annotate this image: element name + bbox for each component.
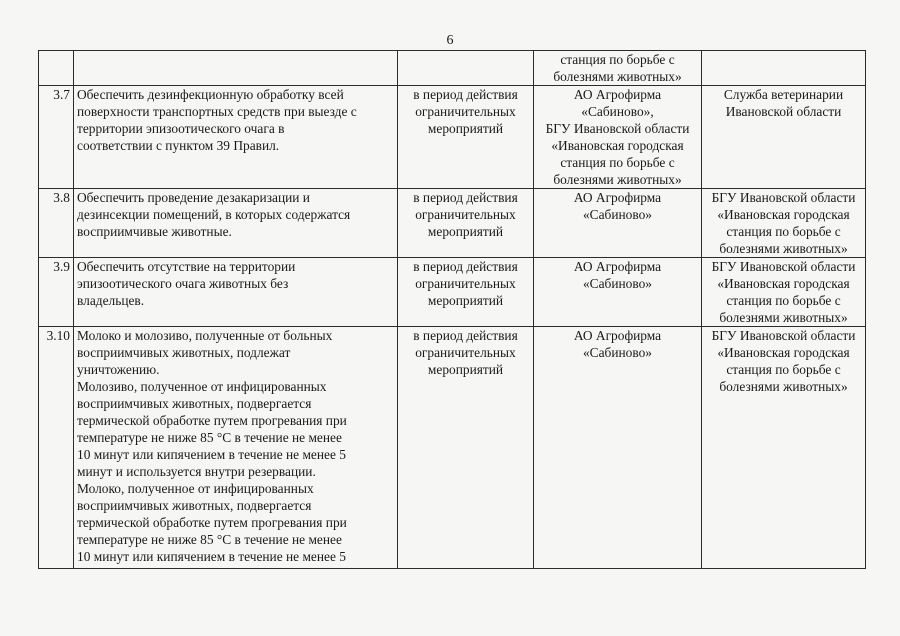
cell-text-line: мероприятий	[427, 362, 504, 377]
cell-text-line: Молозиво, полученное от инфицированных	[77, 379, 327, 394]
cell-text-line: Служба ветеринарии	[723, 87, 844, 102]
cell-text-line: территории эпизоотического очага в	[77, 121, 285, 136]
cell-text-line: уничтожению.	[77, 362, 160, 377]
cell-text-line: ограничительных	[415, 276, 516, 291]
cell-text-line: 10 минут или кипячением в течение не менее 5	[77, 447, 346, 462]
cell-text-line: Ивановской области	[725, 104, 842, 119]
page-number: 6	[446, 33, 454, 48]
row-number: 3.8	[39, 189, 74, 258]
cell-text-line: АО Агрофирма	[573, 328, 662, 343]
cell-text-line: ограничительных	[415, 345, 516, 360]
cell-text-line: «Сабиново»,	[581, 104, 654, 119]
term-cell	[398, 86, 534, 189]
table-row	[39, 327, 866, 569]
cell-text-line: ограничительных	[415, 104, 516, 119]
cell-text-line: восприимчивых животных, подлежат	[77, 345, 291, 360]
cell-text-line: минут и используется внутри резервации.	[77, 464, 316, 479]
cell-text-line: АО Агрофирма	[573, 87, 662, 102]
cell-text-line: в период действия	[413, 87, 518, 102]
cell-text-line: в период действия	[413, 190, 518, 205]
term-cell	[398, 327, 534, 569]
cell-text-line: дезинсекции помещений, в которых содержатся	[77, 207, 351, 222]
cell-text-line: владельцев.	[77, 293, 145, 308]
table-row	[39, 189, 866, 258]
cell-text-line: соответствии с пунктом 39 Правил.	[77, 138, 280, 153]
action-cell	[74, 327, 398, 569]
cell-text-line: АО Агрофирма	[573, 259, 662, 274]
row-number: 3.10	[39, 327, 74, 569]
table-row	[39, 51, 866, 86]
cell-text-line: в период действия	[413, 328, 518, 343]
row-number: 3.7	[39, 86, 74, 189]
cell-text-line: Обеспечить дезинфекционную обработку всей	[77, 87, 344, 102]
cell-text-line: термической обработке путем прогревания при	[77, 515, 347, 530]
control-cell	[702, 327, 866, 569]
executor-cell	[534, 189, 702, 258]
term-cell	[398, 258, 534, 327]
cell-text-line: Обеспечить отсутствие на территории	[77, 259, 296, 274]
cell-text-line: температуре не ниже 85 °С в течение не менее	[77, 532, 342, 547]
cell-text-line: температуре не ниже 85 °С в течение не менее	[77, 430, 342, 445]
measures-table	[38, 50, 866, 569]
cell-text-line: «Сабиново»	[582, 276, 653, 291]
table-row	[39, 86, 866, 189]
control-cell	[702, 189, 866, 258]
cell-text-line: станция по борьбе с	[560, 155, 675, 170]
cell-text-line: болезнями животных»	[719, 310, 848, 325]
executor-cell	[534, 86, 702, 189]
cell-text-line: станция по борьбе с	[726, 362, 841, 377]
cell-text-line: Молоко, полученное от инфицированных	[77, 481, 314, 496]
cell-text-line: «Ивановская городская	[717, 345, 850, 360]
cell-text-line: термической обработке путем прогревания при	[77, 413, 347, 428]
cell-text-line: «Ивановская городская	[717, 207, 850, 222]
cell-text-line: болезнями животных»	[553, 69, 682, 84]
action-cell	[74, 51, 398, 86]
cell-text-line: болезнями животных»	[719, 379, 848, 394]
action-cell	[74, 258, 398, 327]
executor-cell	[534, 258, 702, 327]
cell-text-line: «Сабиново»	[582, 207, 653, 222]
term-cell	[398, 189, 534, 258]
cell-text-line: станция по борьбе с	[726, 224, 841, 239]
cell-text-line: мероприятий	[427, 121, 504, 136]
cell-text-line: мероприятий	[427, 224, 504, 239]
executor-cell	[534, 51, 702, 86]
control-cell	[702, 86, 866, 189]
cell-text-line: мероприятий	[427, 293, 504, 308]
cell-text-line: БГУ Ивановской области	[545, 121, 690, 136]
cell-text-line: БГУ Ивановской области	[711, 328, 856, 343]
control-cell	[702, 51, 866, 86]
cell-text-line: восприимчивых животных, подвергается	[77, 498, 312, 513]
cell-text-line: Молоко и молозиво, полученные от больных	[77, 328, 333, 343]
cell-text-line: эпизоотического очага животных без	[77, 276, 289, 291]
executor-cell	[534, 327, 702, 569]
term-cell	[398, 51, 534, 86]
cell-text-line: восприимчивых животных, подвергается	[77, 396, 312, 411]
cell-text-line: АО Агрофирма	[573, 190, 662, 205]
row-number: 3.9	[39, 258, 74, 327]
cell-text-line: станция по борьбе с	[726, 293, 841, 308]
cell-text-line: ограничительных	[415, 207, 516, 222]
cell-text-line: «Ивановская городская	[551, 138, 684, 153]
table-row	[39, 258, 866, 327]
cell-text-line: в период действия	[413, 259, 518, 274]
measures-table-body	[39, 51, 866, 569]
action-cell	[74, 86, 398, 189]
action-cell	[74, 189, 398, 258]
row-number	[39, 51, 74, 86]
cell-text-line: 10 минут или кипячением в течение не менее 5	[77, 549, 346, 564]
cell-text-line: «Сабиново»	[582, 345, 653, 360]
cell-text-line: станция по борьбе с	[560, 52, 675, 67]
cell-text-line: болезнями животных»	[553, 172, 682, 187]
cell-text-line: восприимчивые животные.	[77, 224, 232, 239]
cell-text-line: БГУ Ивановской области	[711, 190, 856, 205]
cell-text-line: «Ивановская городская	[717, 276, 850, 291]
cell-text-line: БГУ Ивановской области	[711, 259, 856, 274]
cell-text-line: Обеспечить проведение дезакаризации и	[77, 190, 310, 205]
cell-text-line: поверхности транспортных средств при выезде с	[77, 104, 357, 119]
cell-text-line: болезнями животных»	[719, 241, 848, 256]
control-cell	[702, 258, 866, 327]
